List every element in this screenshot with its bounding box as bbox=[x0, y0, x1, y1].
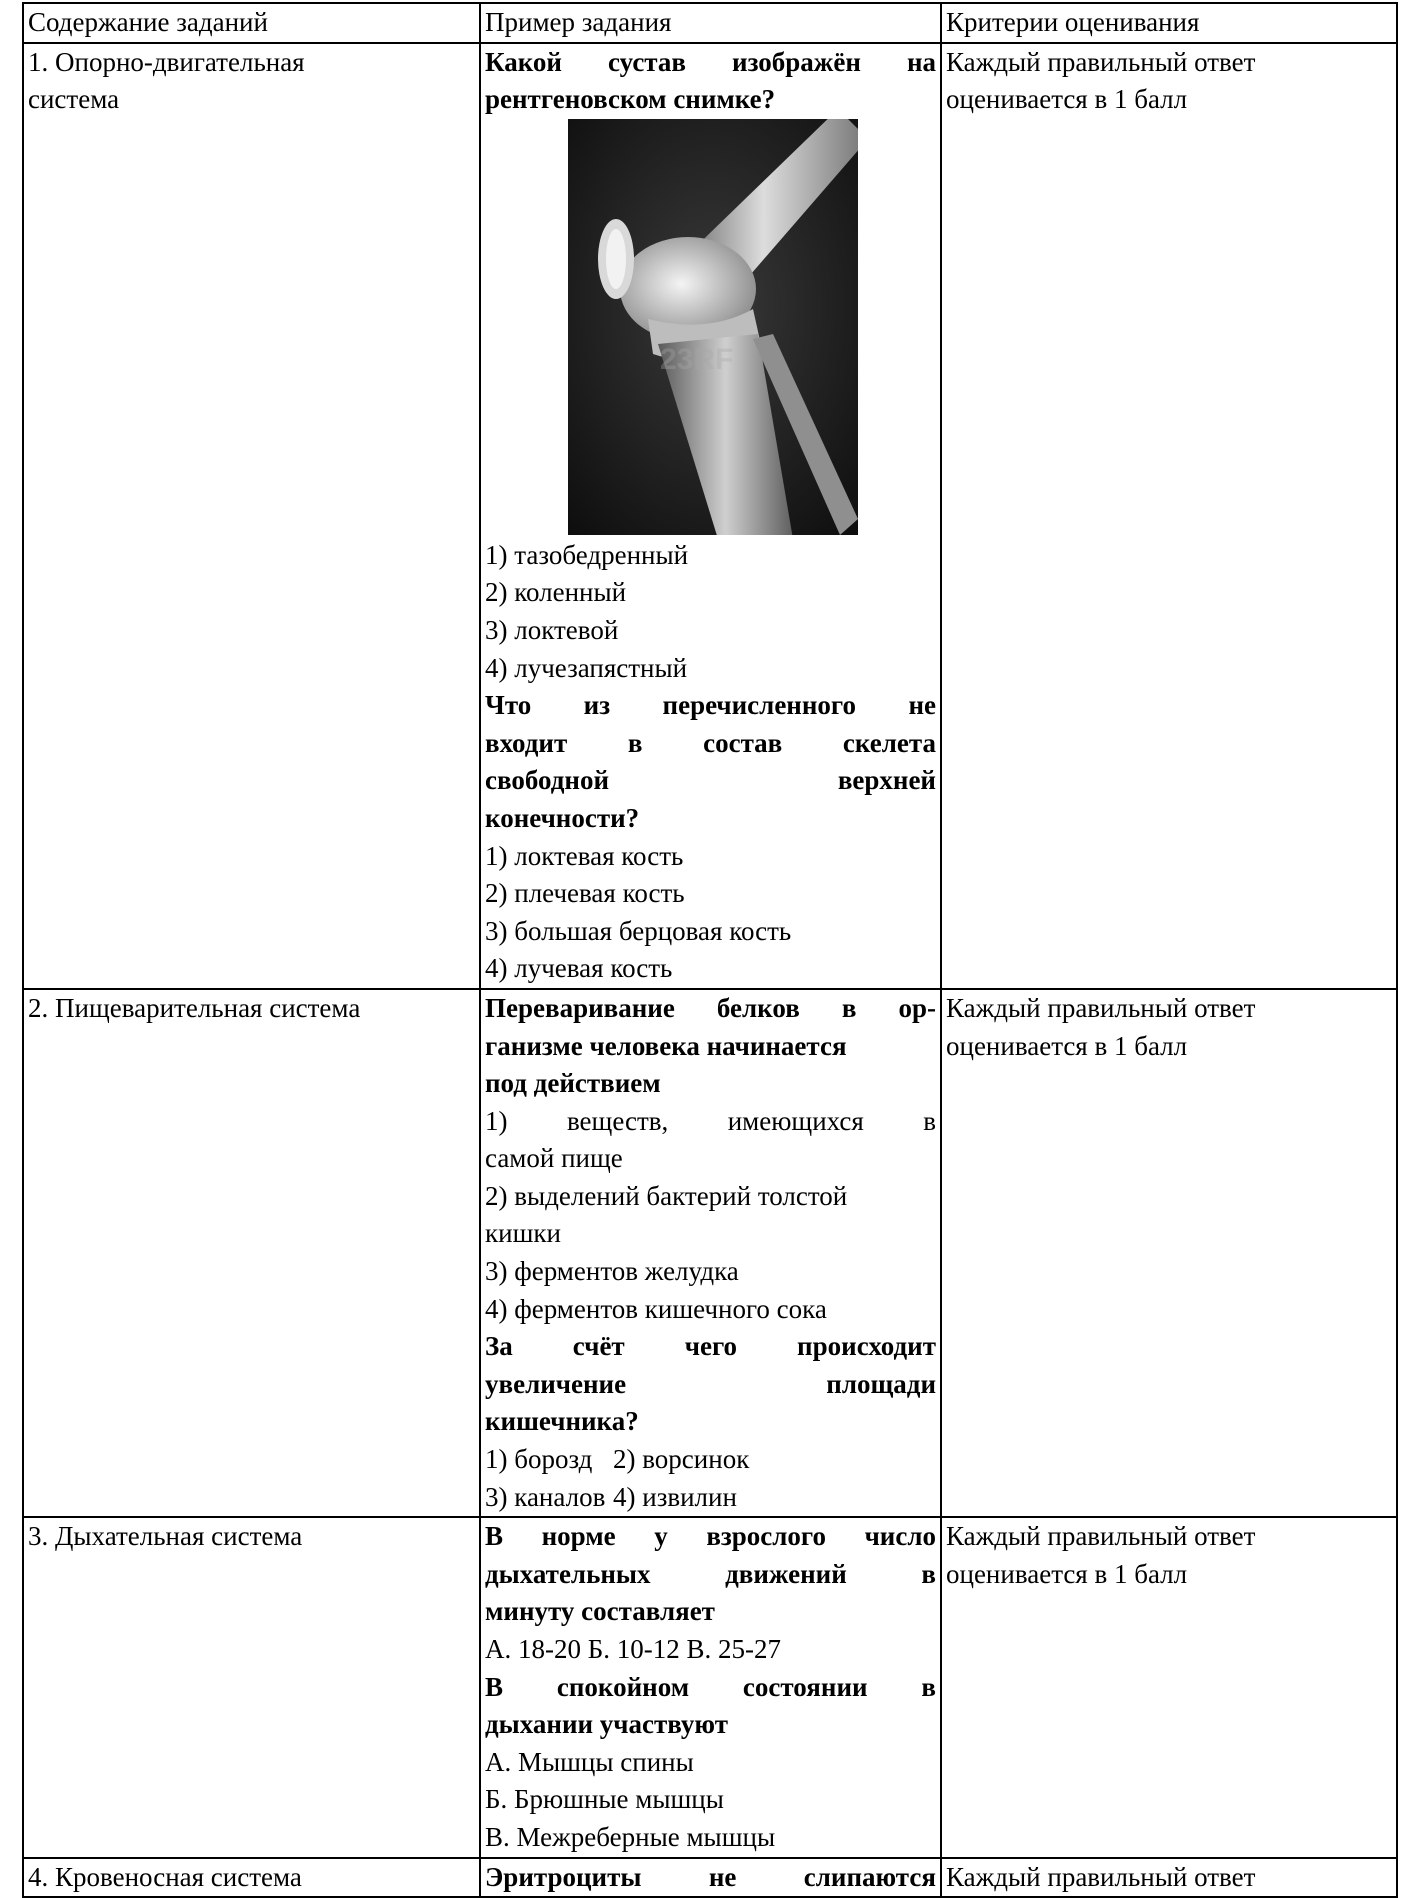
criteria-text: Каждый правильный ответ bbox=[946, 992, 1256, 1023]
answer-option: В. Межреберные мышцы bbox=[485, 1821, 776, 1852]
question-text: За счёт чего происходит bbox=[485, 1331, 936, 1362]
answer-option: 1) тазобедренный bbox=[485, 539, 689, 570]
answer-option: А. Мышцы спины bbox=[485, 1746, 694, 1777]
answer-options-row bbox=[485, 1441, 936, 1479]
answer-option: 1) веществ, имеющихся в bbox=[485, 1105, 936, 1136]
answer-option: А. 18-20 Б. 10-12 В. 25-27 bbox=[485, 1634, 781, 1664]
answer-option: 1) борозд bbox=[485, 1444, 593, 1475]
criteria-cell bbox=[941, 1858, 1397, 1898]
criteria-text: оценивается в 1 балл bbox=[946, 84, 1188, 115]
answer-option: самой пище bbox=[485, 1143, 623, 1174]
criteria-cell bbox=[941, 1517, 1397, 1857]
example-cell bbox=[480, 1517, 941, 1857]
question-text: Что из перечисленного не bbox=[485, 690, 936, 721]
answer-option: 3) каналов bbox=[485, 1481, 606, 1512]
assessment-table bbox=[22, 2, 1398, 1898]
criteria-cell bbox=[941, 989, 1397, 1517]
header-row bbox=[23, 3, 1397, 43]
question-text: ганизме человека начинается bbox=[485, 1030, 847, 1061]
question-text: кишечника? bbox=[485, 1406, 639, 1437]
criteria-text: оценивается в 1 балл bbox=[946, 1030, 1188, 1061]
question-text: дыхательных движений в bbox=[485, 1558, 936, 1589]
answer-option: 3) локтевой bbox=[485, 614, 619, 645]
example-cell bbox=[480, 1858, 941, 1898]
table-row bbox=[23, 1517, 1397, 1857]
answer-options-row bbox=[485, 1479, 936, 1517]
topic-cell bbox=[23, 43, 480, 989]
question-text: входит в состав скелета bbox=[485, 727, 936, 758]
answer-option: 2) ворсинок bbox=[613, 1444, 750, 1475]
question-text: под действием bbox=[485, 1068, 661, 1099]
topic-text: 2. Пищеварительная система bbox=[28, 992, 361, 1023]
question-text: конечности? bbox=[485, 802, 640, 833]
question-text: дыхании участвуют bbox=[485, 1709, 728, 1740]
header-topic: Содержание заданий bbox=[23, 3, 480, 43]
answer-option: 3) большая берцовая кость bbox=[485, 915, 792, 946]
criteria-text: Каждый правильный ответ bbox=[946, 1521, 1256, 1552]
topic-text: 3. Дыхательная система bbox=[28, 1521, 303, 1552]
example-cell bbox=[480, 43, 941, 989]
criteria-text: оценивается в 1 балл bbox=[946, 1558, 1188, 1589]
xray-knee-image bbox=[568, 119, 858, 535]
image-watermark: 23RF bbox=[660, 342, 734, 376]
topic-cell bbox=[23, 1517, 480, 1857]
question-text: Переваривание белков в ор- bbox=[485, 992, 936, 1023]
answer-option: 2) коленный bbox=[485, 577, 627, 608]
table-row bbox=[23, 1858, 1397, 1898]
question-text: минуту составляет bbox=[485, 1596, 715, 1627]
question-text: Эритроциты не слипаются bbox=[485, 1861, 936, 1892]
topic-text: 4. Кровеносная система bbox=[28, 1861, 302, 1892]
question-text: увеличение площади bbox=[485, 1368, 936, 1399]
answer-option: кишки bbox=[485, 1218, 561, 1249]
criteria-cell bbox=[941, 43, 1397, 989]
answer-option: 1) локтевая кость bbox=[485, 840, 684, 871]
table-row bbox=[23, 989, 1397, 1517]
example-cell bbox=[480, 989, 941, 1517]
answer-option: 2) выделений бактерий толстой bbox=[485, 1180, 848, 1211]
answer-option: 4) лучезапястный bbox=[485, 652, 688, 683]
answer-option: 4) ферментов кишечного сока bbox=[485, 1293, 827, 1324]
topic-text: 1. Опорно-двигательная bbox=[28, 46, 305, 77]
question-text: рентгеновском снимке? bbox=[485, 84, 776, 115]
header-criteria: Критерии оценивания bbox=[941, 3, 1397, 43]
answer-option: Б. Брюшные мышцы bbox=[485, 1784, 724, 1815]
answer-option: 2) плечевая кость bbox=[485, 878, 685, 909]
topic-cell bbox=[23, 989, 480, 1517]
question-text: В спокойном состоянии в bbox=[485, 1671, 936, 1702]
question-text: свободной верхней bbox=[485, 765, 936, 796]
answer-option: 3) ферментов желудка bbox=[485, 1256, 739, 1287]
question-text: Какой сустав изображён на bbox=[485, 46, 936, 77]
answer-option: 4) лучевая кость bbox=[485, 953, 673, 984]
topic-cell bbox=[23, 1858, 480, 1898]
table-row bbox=[23, 43, 1397, 989]
criteria-text: Каждый правильный ответ bbox=[946, 1861, 1256, 1892]
topic-text: система bbox=[28, 84, 120, 115]
answer-option: 4) извилин bbox=[613, 1481, 737, 1512]
question-text: В норме у взрослого число bbox=[485, 1521, 936, 1552]
criteria-text: Каждый правильный ответ bbox=[946, 46, 1256, 77]
header-example: Пример задания bbox=[480, 3, 941, 43]
